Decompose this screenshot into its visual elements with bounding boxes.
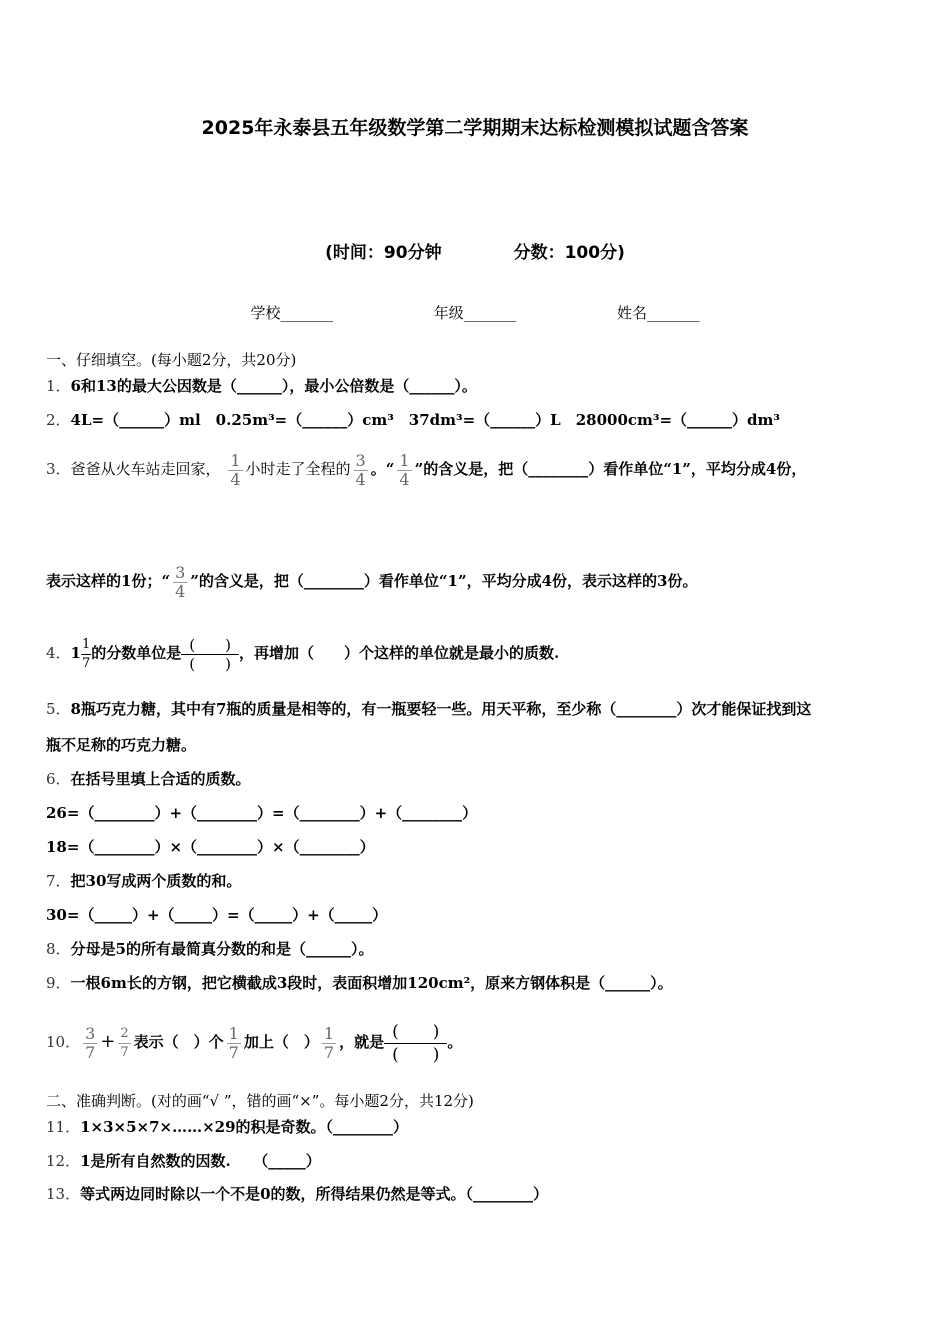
numerator: 1 [323,1023,335,1043]
question-number: 9． [46,974,71,992]
question-number: 11． [46,1118,81,1136]
fraction [322,1025,336,1062]
fraction [397,452,411,489]
exam-meta [0,238,950,263]
question-5-continued: 瓶不足称的巧克力糖。 [46,736,197,754]
fraction [83,1025,97,1062]
denominator: 7 [228,1042,239,1062]
question-5 [46,699,811,719]
numerator: 3 [355,450,366,470]
question-text: 6和13的最大公因数是（______），最小公倍数是（______）。 [70,377,477,395]
numerator: 1 [81,636,91,655]
numerator: 1 [230,450,241,470]
question-number: 8． [46,940,71,958]
question-3-continued [46,556,697,606]
question-number: 10． [46,1033,81,1051]
student-info [0,302,950,323]
numerator: 1 [228,1023,239,1043]
page-title: 2025年永泰县五年级数学第二学期期末达标检测模拟试题含答案 [201,117,749,139]
denominator: 4 [399,469,410,489]
time-limit: (时间：90分钟 [325,243,442,263]
question-text: 。“ [370,460,395,478]
denominator: ( ) [189,654,231,673]
question-9 [46,973,673,993]
question-8 [46,939,374,959]
question-text: 的分数单位是 [91,644,182,662]
answer-fraction-blank[interactable] [181,636,239,673]
question-number: 12． [46,1152,81,1170]
question-7-line-1: 30=（_____）+（_____）=（_____）+（_____） [46,906,388,924]
fraction [354,452,368,489]
section-2-heading: 二、准确判断。(对的画“√ ”，错的画“×”。每小题2分，共12分) [46,1092,474,1110]
question-number: 5． [46,700,71,718]
numerator: 3 [175,562,186,582]
question-2 [46,410,780,430]
fraction [228,452,242,489]
question-number: 6． [46,770,71,788]
question-text: 表示这样的1份；“ [46,572,171,590]
mixed-number-whole: 1 [70,644,81,662]
numerator: 2 [118,1025,130,1044]
question-6-line-2: 18=（________）×（________）×（________） [46,838,375,856]
question-text: ，再增加（ ）个这样的单位就是最小的质数. [239,644,560,662]
question-text: 。 [447,1033,463,1051]
question-13 [46,1184,548,1204]
question-6 [46,769,251,789]
question-number: 1． [46,377,71,395]
fraction [118,1025,130,1062]
question-text: 分母是5的所有最简真分数的和是（______）。 [70,940,374,958]
question-1 [46,376,477,396]
numerator: 1 [399,450,410,470]
school-field: 学校_______ [250,304,333,322]
question-text: 8瓶巧克力糖，其中有7瓶的质量是相等的，有一瓶要轻一些。用天平称，至少称（________）次才能保证找到这 [70,700,812,718]
question-text: ，就是 [339,1033,385,1051]
question-text: 加上（ ） [243,1033,319,1051]
answer-fraction-blank[interactable] [384,1021,447,1066]
question-6-line-1: 26=（________）+（________）=（________）+（________） [46,804,478,822]
question-number: 7． [46,872,71,890]
section-1-heading: 一、仔细填空。(每小题2分，共20分) [46,351,297,369]
question-number: 3． [46,460,71,478]
fraction [81,636,91,673]
question-text: ”的含义是，把（________）看作单位“1”，平均分成4份，表示这样的3份。 [190,572,698,590]
question-11 [46,1117,408,1137]
denominator: 4 [355,469,366,489]
question-text: ”的含义是，把（________）看作单位“1”，平均分成4份， [414,460,807,478]
question-number: 2． [46,411,71,429]
question-12 [46,1151,321,1171]
grade-field: 年级_______ [433,304,517,322]
denominator: 7 [120,1044,129,1060]
question-number: 4． [46,644,71,662]
plus-sign: + [100,1031,116,1052]
name-field: 姓名_______ [617,304,700,322]
question-text: 在括号里填上合适的质数。 [70,770,251,788]
question-10 [46,1017,462,1067]
question-number: 13． [46,1185,81,1203]
question-text: 一根6m长的方钢，把它横截成3段时，表面积增加120cm²，原来方钢体积是（______）。 [70,974,673,992]
question-text: 表示（ ）个 [133,1033,224,1051]
numerator: ( ) [181,636,239,655]
fraction [173,564,187,601]
denominator: 4 [175,581,186,601]
denominator: ( ) [392,1044,440,1065]
total-score: 分数：100分) [513,243,625,263]
numerator: ( ) [384,1021,447,1044]
question-text: 小时走了全程的 [245,460,351,478]
fraction [227,1025,241,1062]
denominator: 7 [85,1042,96,1062]
question-text: 把30写成两个质数的和。 [70,872,242,890]
question-text: 1×3×5×7×……×29的积是奇数。（________） [80,1118,409,1136]
question-4 [46,628,559,678]
question-7 [46,871,241,891]
question-text: 等式两边同时除以一个不是0的数，所得结果仍然是等式。（________） [80,1185,549,1203]
denominator: 7 [81,655,91,671]
question-text: 4L=（______）ml 0.25m³=（______）cm³ 37dm³=（______）L 28000cm³=（______）dm³ [70,411,780,429]
question-text: 1是所有自然数的因数. （_____） [80,1152,321,1170]
denominator: 4 [230,469,241,489]
question-3 [46,444,806,494]
numerator: 3 [85,1023,96,1043]
denominator: 7 [323,1042,335,1062]
question-text: 爸爸从火车站走回家， [70,460,221,478]
